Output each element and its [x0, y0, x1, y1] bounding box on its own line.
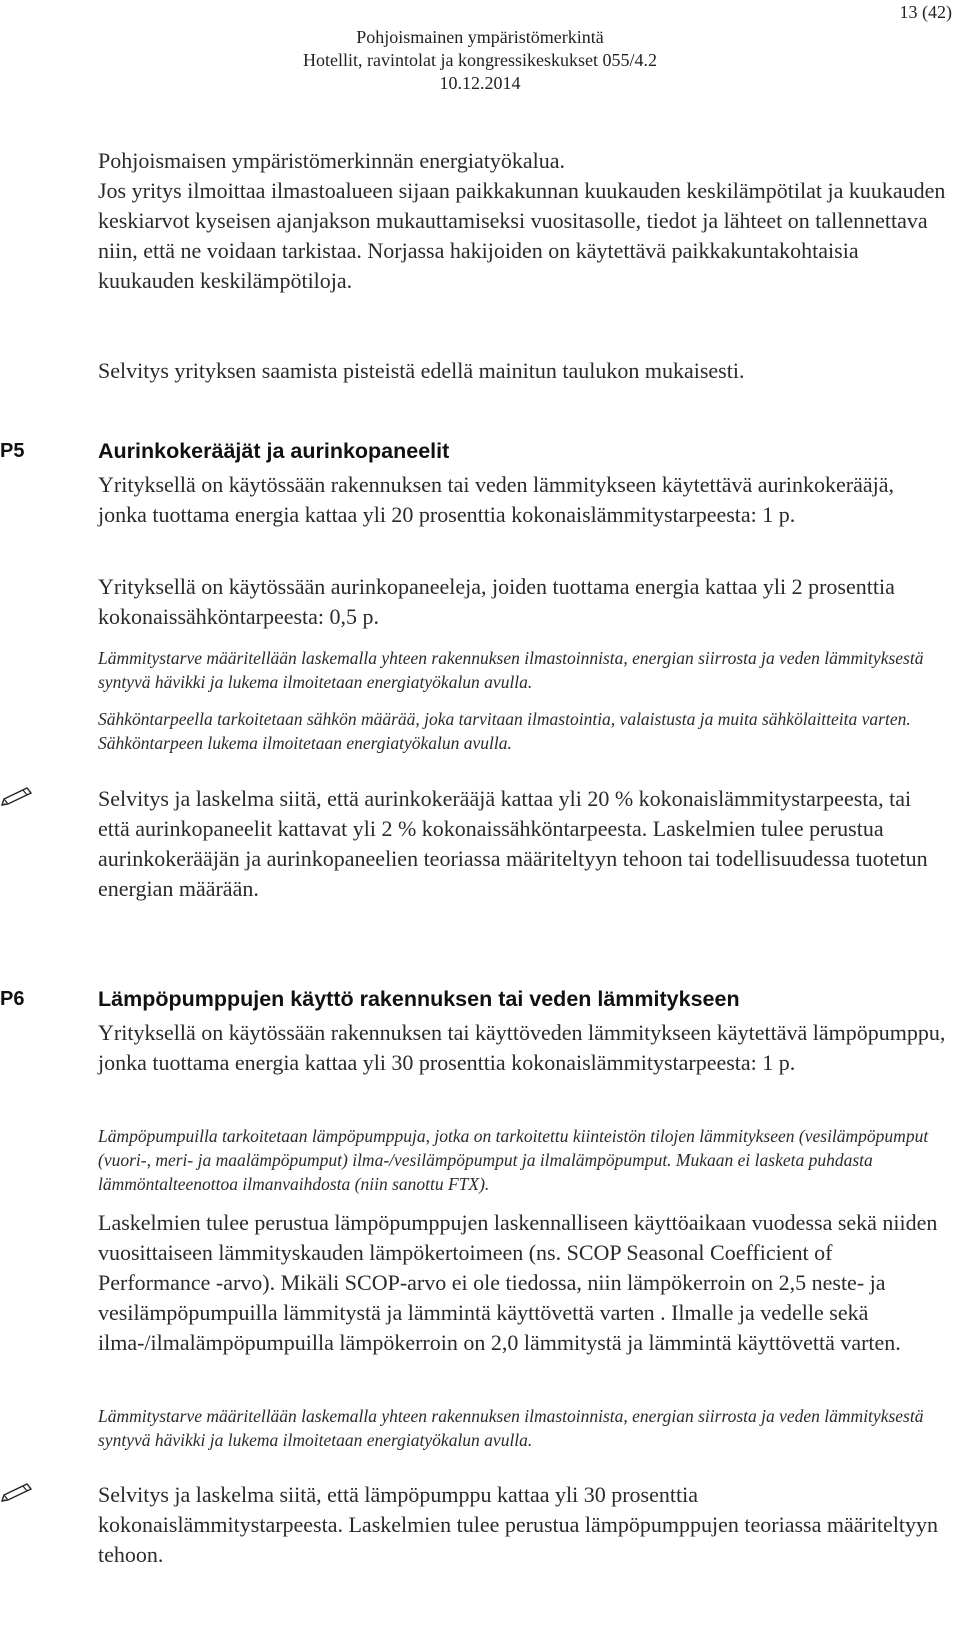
- p5-note-2: Sähköntarpeella tarkoitetaan sähkön määrää, joka tarvitaan ilmastointia, valaistusta ja muita sähkölaitteita varten. Sähköntarpeen lukema ilmoitetaan energiatyökalun avulla.: [98, 709, 911, 753]
- p6-text-1: Yrityksellä on käytössään rakennuksen tai käyttöveden lämmitykseen käytettävä lämpöpumppu, jonka tuottama energia kattaa yli 30 prosenttia kokonaislämmitystarpeesta: 1 p.: [98, 1020, 946, 1075]
- intro-paragraph-2: Selvitys yrityksen saamista pisteistä edellä mainitun taulukon mukaisesti.: [98, 358, 745, 383]
- p5-text-1: Yrityksellä on käytössään rakennuksen tai veden lämmitykseen käytettävä aurinkokerääjä, jonka tuottama energia kattaa yli 20 prosenttia kokonaislämmitystarpeesta: 1 p.: [98, 472, 894, 527]
- page-header: [0, 26, 960, 95]
- section-label-p6: P6: [0, 988, 25, 1010]
- p6-note-1: Lämpöpumpuilla tarkoitetaan lämpöpumppuja, jotka on tarkoitettu kiinteistön tilojen lämmitykseen (vesilämpöpumput (vuori-, meri- ja maalämpöpumput) ilma-/vesilämpöpumput ja ilmalämpöpumput. Mukaan ei lasketa puhdasta lämmöntalteenottoa ilmanvaihdosta (niin sanottu FTX).: [98, 1126, 929, 1194]
- section-label-p5: P5: [0, 440, 25, 462]
- intro-line: Pohjoismaisen ympäristömerkinnän energiatyökalua.: [98, 148, 565, 173]
- intro-paragraph-1: Jos yritys ilmoittaa ilmastoalueen sijaan paikkakunnan kuukauden keskilämpötilat ja kuukauden keskiarvot kyseisen ajanjakson mukauttamiseksi vuositasolle, tiedot ja lähteet on tallennettava niin, että ne voidaan tarkistaa. Norjassa hakijoiden on käytettävä paikkakuntakohtaisia kuukauden keskilämpötiloja.: [98, 178, 946, 293]
- p5-text-2: Yrityksellä on käytössään aurinkopaneeleja, joiden tuottama energia kattaa yli 2 prosenttia kokonaissähköntarpeesta: 0,5 p.: [98, 574, 895, 629]
- p6-requirement: Selvitys ja laskelma siitä, että lämpöpumppu kattaa yli 30 prosenttia kokonaislämmitystarpeesta. Laskelmien tulee perustua lämpöpumppujen teoriassa määriteltyyn tehoon.: [98, 1482, 939, 1567]
- section-title-p5: Aurinkokerääjät ja aurinkopaneelit: [98, 439, 450, 463]
- pencil-icon: [0, 1482, 34, 1504]
- pencil-icon: [0, 786, 34, 808]
- p6-text-2: Laskelmien tulee perustua lämpöpumppujen laskennalliseen käyttöaikaan vuodessa sekä niiden vuosittaiseen lämmityskauden lämpökertoimeen (ns. SCOP Seasonal Coefficient of Performance -arvo). Mikäli SCOP-arvo ei ole tiedossa, niin lämpökerroin on 2,5 neste- ja vesilämpöpumpuilla lämmitystä ja lämmintä käyttövettä varten . Ilmalle ja vedelle sekä ilma-/ilmalämpöpumpuilla lämpökerroin on 2,0 lämmitystä ja lämmintä käyttövettä varten.: [98, 1210, 938, 1355]
- p5-note-1: Lämmitystarve määritellään laskemalla yhteen rakennuksen ilmastoinnista, energian siirrosta ja veden lämmityksestä syntyvä hävikki ja lukema ilmoitetaan energiatyökalun avulla.: [98, 648, 924, 692]
- header-line-1: Pohjoismainen ympäristömerkintä: [356, 27, 604, 47]
- p5-requirement: Selvitys ja laskelma siitä, että aurinkokerääjä kattaa yli 20 % kokonaislämmitystarpeesta, tai että aurinkopaneelit kattavat yli 2 % kokonaissähköntarpeesta. Laskelmien tulee perustua aurinkokerääjän ja aurinkopaneelien teoriassa määriteltyyn tehoon tai todellisuudessa tuotetun energian määrään.: [98, 786, 928, 901]
- section-title-p6: Lämpöpumppujen käyttö rakennuksen tai veden lämmitykseen: [98, 987, 740, 1011]
- header-line-3: 10.12.2014: [439, 73, 521, 93]
- header-line-2: Hotellit, ravintolat ja kongressikeskukset 055/4.2: [303, 50, 657, 70]
- page-number: 13 (42): [899, 2, 952, 22]
- intro-text: [98, 146, 948, 296]
- p6-note-2: Lämmitystarve määritellään laskemalla yhteen rakennuksen ilmastoinnista, energian siirrosta ja veden lämmityksestä syntyvä hävikki ja lukema ilmoitetaan energiatyökalun avulla.: [98, 1406, 924, 1450]
